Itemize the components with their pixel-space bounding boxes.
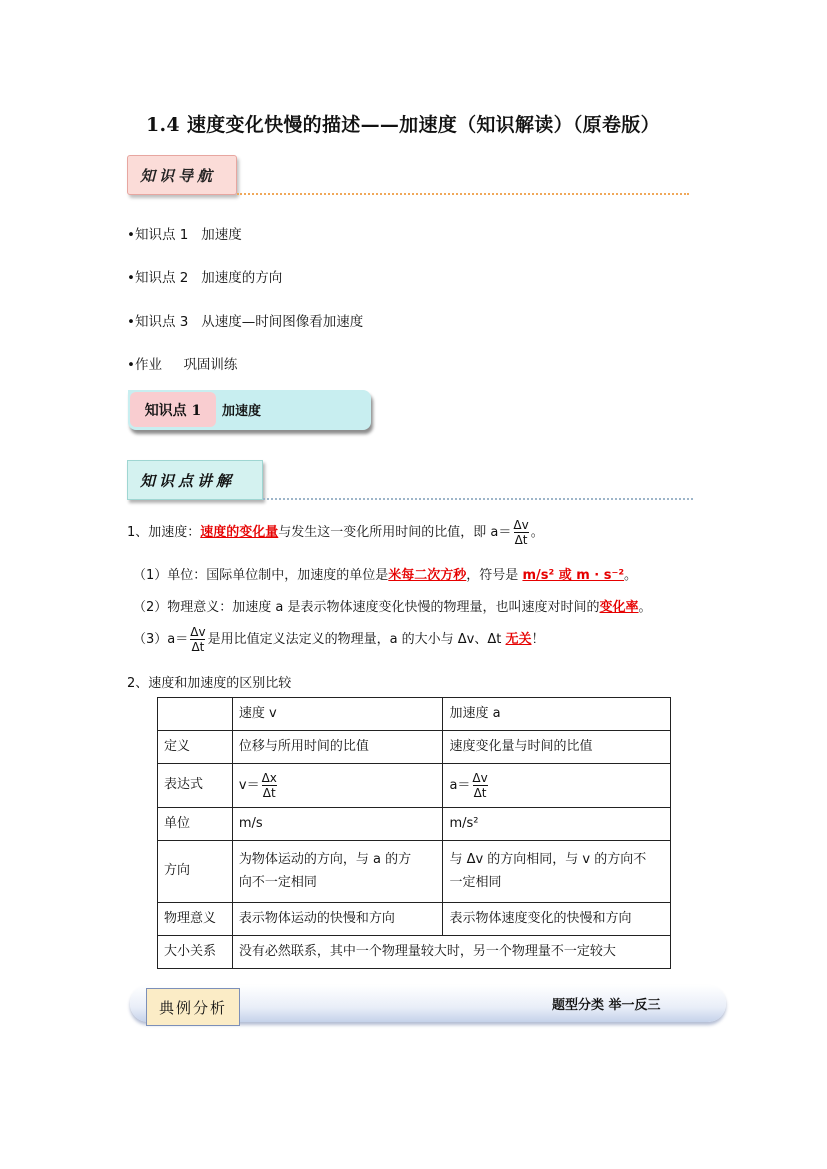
table-cell: 定义 bbox=[158, 731, 233, 764]
para-meaning: （2）物理意义：加速度 a 是表示物体速度变化快慢的物理量，也叫速度对时间的变化率。 bbox=[133, 600, 652, 615]
table-cell: 表示物体运动的快慢和方向 bbox=[232, 903, 443, 936]
table-cell: 单位 bbox=[158, 808, 233, 841]
section-banner: 知识点讲解 bbox=[127, 460, 263, 500]
table-row bbox=[158, 841, 671, 903]
table-row bbox=[158, 698, 671, 731]
table-cell: a＝ $\frac{\Delta v}{\Delta t}$ bbox=[443, 764, 671, 808]
knowledge-point-tag: 知识点 1 bbox=[130, 392, 216, 427]
toc-item-1[interactable]: •知识点 1 加速度 bbox=[127, 227, 242, 243]
table-cell: 物理意义 bbox=[158, 903, 233, 936]
nav-banner: 知识导航 bbox=[127, 155, 237, 195]
table-row bbox=[158, 808, 671, 841]
table-cell: 方向 bbox=[158, 841, 233, 903]
table-row bbox=[158, 731, 671, 764]
table-cell: 与 Δv 的方向相同，与 v 的方向不 一定相同 bbox=[443, 841, 671, 903]
section-divider bbox=[263, 498, 693, 500]
table-cell: 表达式 bbox=[158, 764, 233, 808]
table-header: 加速度 a bbox=[443, 698, 671, 731]
fraction-dv-dt: $\frac{\Delta v}{\Delta t}$ bbox=[472, 771, 488, 800]
table-cell: v＝ $\frac{\Delta x}{\Delta t}$ bbox=[232, 764, 443, 808]
example-subtitle: 题型分类 举一反三 bbox=[552, 998, 661, 1013]
table-row bbox=[158, 903, 671, 936]
nav-divider bbox=[237, 193, 689, 195]
table-cell: 没有必然联系，其中一个物理量较大时，另一个物理量不一定较大 bbox=[232, 936, 670, 969]
table-cell: 表示物体速度变化的快慢和方向 bbox=[443, 903, 671, 936]
toc-item-3[interactable]: •知识点 3 从速度—时间图像看加速度 bbox=[127, 314, 364, 330]
toc-item-homework[interactable]: •作业 巩固训练 bbox=[127, 357, 238, 373]
fraction-dv-dt: $\frac{\Delta v}{\Delta t}$ bbox=[190, 625, 206, 654]
fraction-dx-dt: $\frac{\Delta x}{\Delta t}$ bbox=[261, 771, 277, 800]
para-definition: 1、加速度：速度的变化量与发生这一变化所用时间的比值，即 a＝ $\frac{\Delta v}{\Delta t}$ 。 bbox=[127, 518, 544, 547]
table-cell: 大小关系 bbox=[158, 936, 233, 969]
table-row bbox=[158, 764, 671, 808]
table-cell: 为物体运动的方向，与 a 的方 向不一定相同 bbox=[232, 841, 443, 903]
table-cell: m/s bbox=[232, 808, 443, 841]
table-cell bbox=[158, 698, 233, 731]
para-unit: （1）单位：国际单位制中，加速度的单位是米每二次方秒，符号是 m/s² 或 m · s⁻²。 bbox=[133, 568, 638, 583]
toc-item-2[interactable]: •知识点 2 加速度的方向 bbox=[127, 270, 283, 286]
table-header: 速度 v bbox=[232, 698, 443, 731]
table-cell: 速度变化量与时间的比值 bbox=[443, 731, 671, 764]
comparison-table bbox=[157, 697, 671, 969]
knowledge-point-label: 加速度 bbox=[222, 404, 262, 419]
table-cell: m/s² bbox=[443, 808, 671, 841]
example-tag: 典例分析 bbox=[146, 988, 240, 1026]
fraction-dv-dt: $\frac{\Delta v}{\Delta t}$ bbox=[513, 518, 529, 547]
para-comparison-heading: 2、速度和加速度的区别比较 bbox=[127, 676, 292, 691]
table-cell: 位移与所用时间的比值 bbox=[232, 731, 443, 764]
table-row bbox=[158, 936, 671, 969]
para-ratio-definition: （3）a＝ $\frac{\Delta v}{\Delta t}$ 是用比值定义法定义的物理量，a 的大小与 Δv、Δt 无关！ bbox=[133, 625, 545, 654]
page-title: 1.4 速度变化快慢的描述——加速度（知识解读）（原卷版） bbox=[146, 114, 660, 136]
